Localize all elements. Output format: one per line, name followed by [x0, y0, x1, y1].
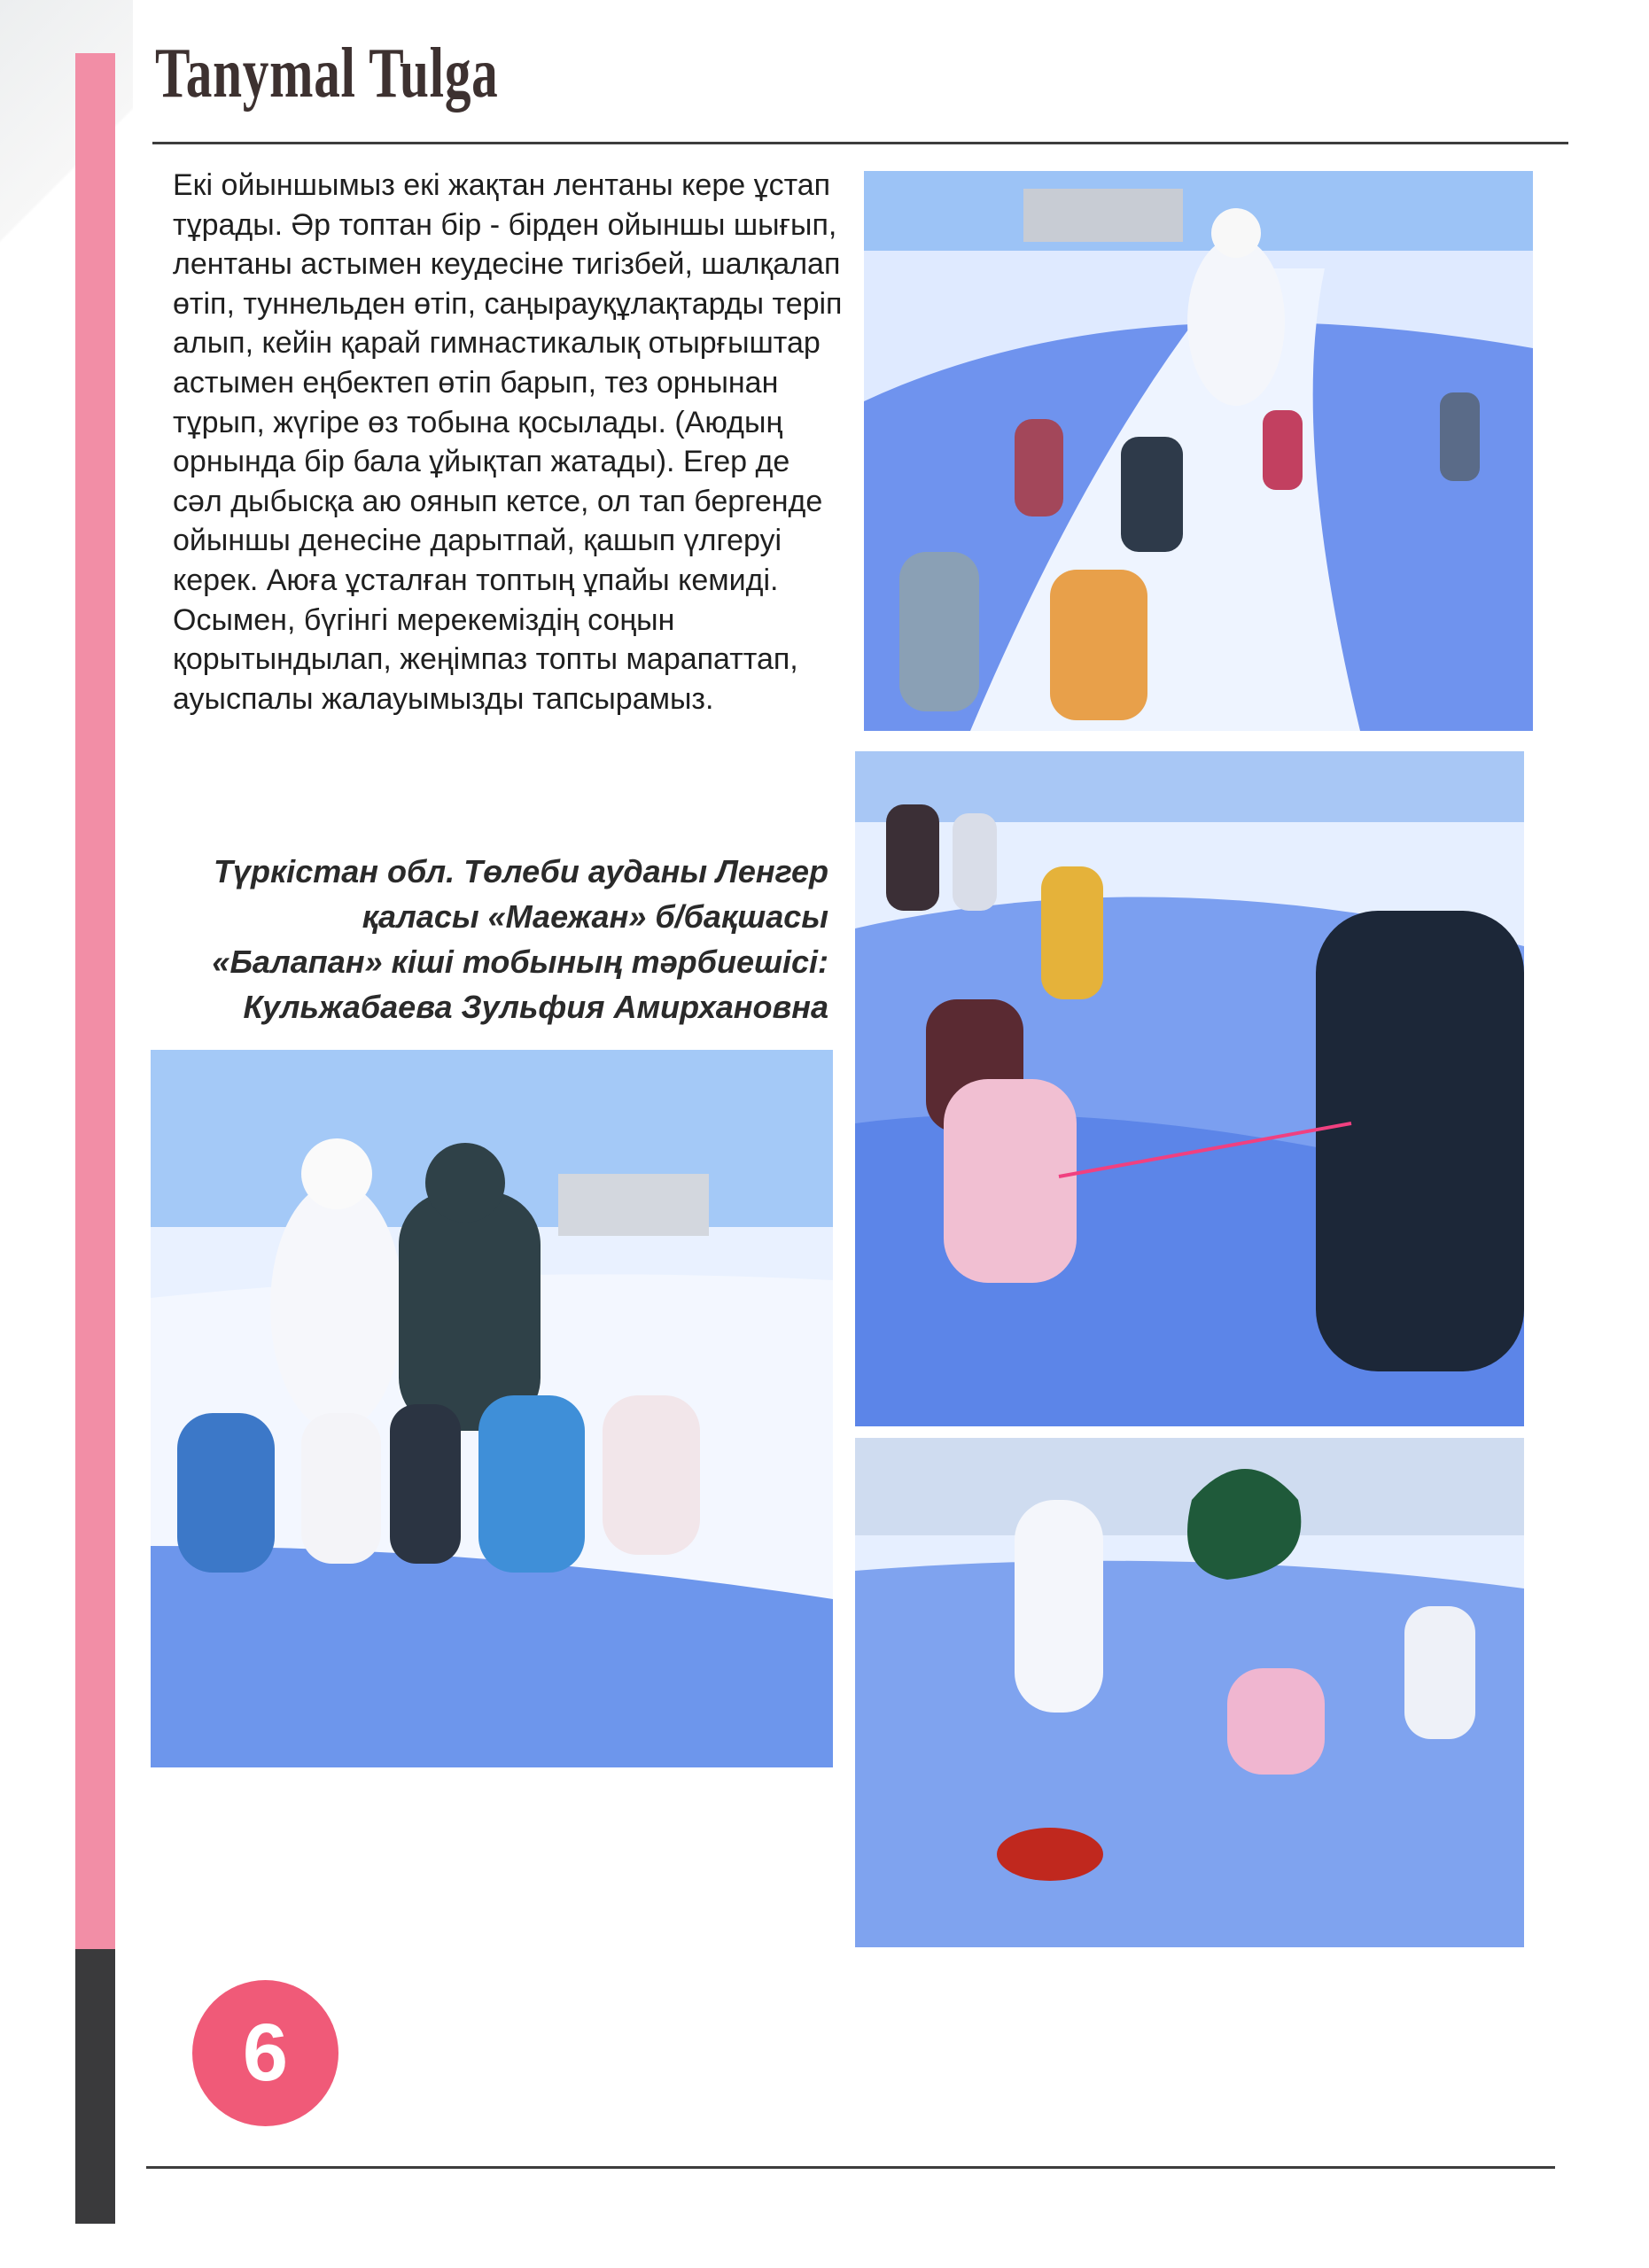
page-number-badge: 6 [192, 1980, 338, 2126]
article-paragraph: Осымен, бүгінгі мерекеміздің соңын қорытындылап, жеңімпаз топты марапаттап, ауыспалы жалауымызды тапсырамыз. [173, 602, 798, 716]
side-dark-bar [75, 1949, 115, 2224]
photo-basket-game [855, 1438, 1524, 1947]
magazine-masthead: Tanymal Tulga [155, 35, 499, 113]
author-signature [155, 849, 828, 1029]
footer-divider [146, 2166, 1555, 2169]
signature-line: Кульжабаева Зульфия Амирхановна [243, 989, 828, 1025]
side-accent-bar [75, 53, 115, 1949]
article-paragraph: Екі ойыншымыз екі жақтан лентаны кере ұстап тұрады. Әр топтан бір - бірден ойыншы шығып, лентаны астымен кеудесіне тигізбей, шалқалап өтіп, туннельден өтіп, саңырауқұлақтарды теріп алып, кейін қарай гимнастикалық отырғыштар астымен еңбектеп өтіп барып, тез орнынан тұрып, жүгіре өз тобына қосылады. (Аюдың орнында бір бала ұйықтап жатады). Егер де сәл дыбысқа аю оянып кетсе, ол тап бергенде ойыншы денесіне дарытпай, қашып үлгеруі керек. Аюға ұсталған топтың ұпайы кемиді. [173, 168, 843, 597]
signature-line: қаласы «Маежан» б/бақшасы [362, 898, 828, 935]
signature-line: Түркістан обл. Төлеби ауданы Ленгер [213, 853, 828, 889]
signature-line: «Балапан» кіші тобының тәрбиешісі: [212, 944, 828, 980]
photo-snowman-children [864, 171, 1533, 731]
header-divider [152, 142, 1568, 144]
photo-group-children [151, 1050, 833, 1767]
photo-rope-game [855, 751, 1524, 1426]
article-body [173, 166, 846, 718]
